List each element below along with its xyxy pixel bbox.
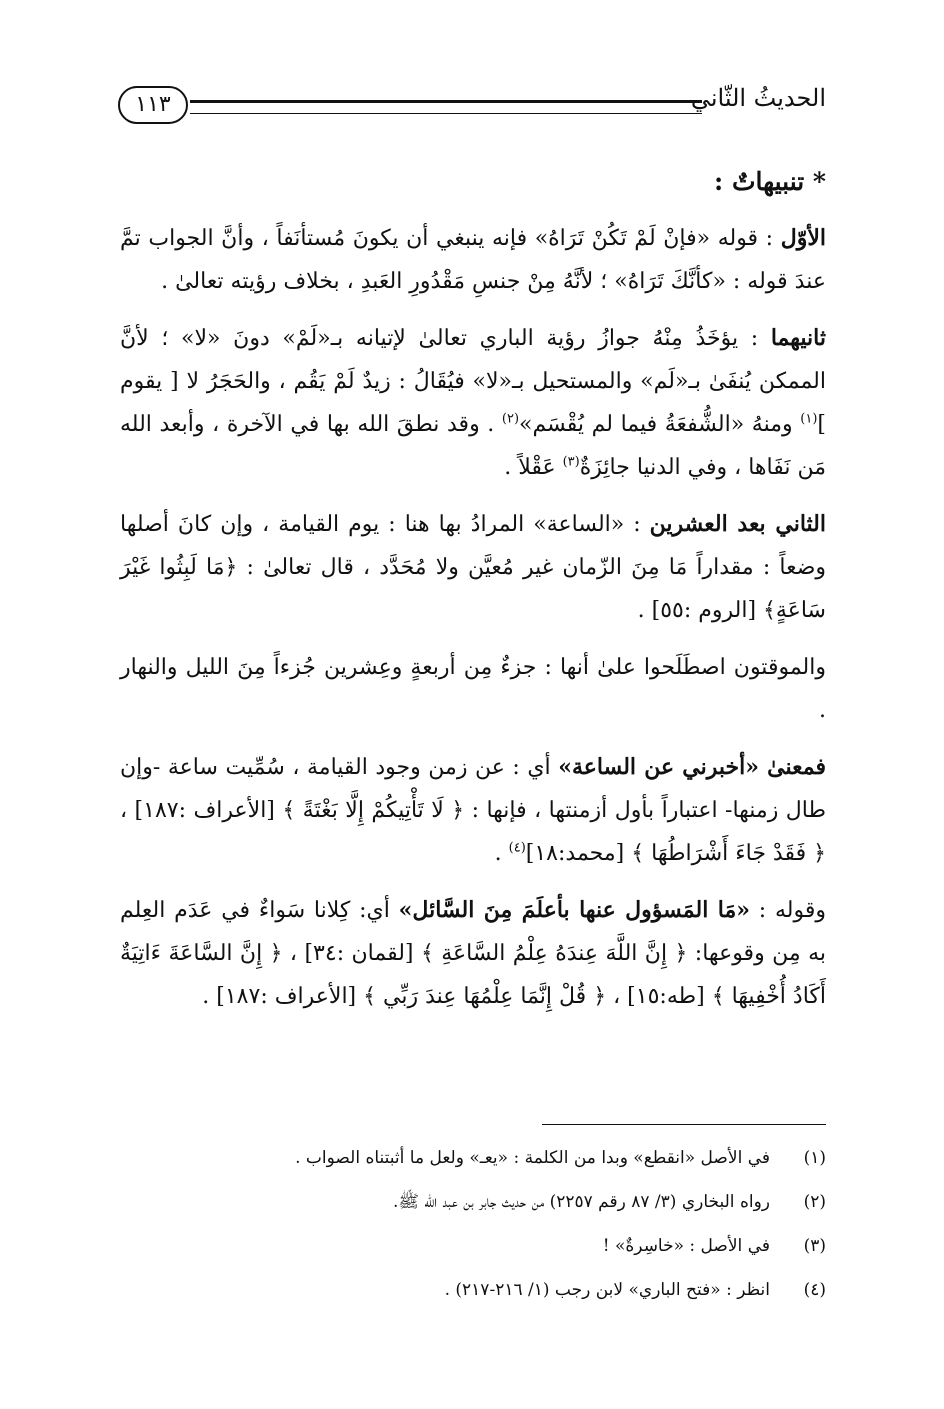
footnote-text: رواه البخاري (٣/ ٨٧ رقم ٢٢٥٧) من حديث جابر بن عبد الله ﷺ.: [393, 1192, 770, 1212]
paragraph-lead: الثاني بعد العشرين: [649, 511, 826, 537]
header-rule: [190, 100, 702, 114]
paragraph-twenty-second: [120, 503, 826, 632]
footnote-separator: [542, 1124, 826, 1125]
page-number: ١١٣: [118, 86, 188, 124]
footnote-ref-4[interactable]: (٤): [508, 840, 526, 856]
footnote: [160, 1180, 826, 1224]
footnote-number: (٢): [803, 1192, 826, 1212]
paragraph-text: : يؤخَذُ مِنْهُ جوازُ رؤية الباري تعالىٰ لإتيانه بـ«لَمْ» دونَ «لا» ؛ لأنَّ الممكن يُنفَىٰ بـ«لَم» والمستحيل بـ«لا» فيُقَالُ : زيدٌ لَمْ يَقُم ، والحَجَرُ لا [ يقوم ]: [120, 326, 826, 437]
hadith-quote: «مَا المَسؤول عنها بأعلَمَ مِنَ السَّائل»: [398, 897, 750, 923]
footnote: [160, 1268, 826, 1312]
paragraph-text: : «الساعة» المرادُ بها هنا : يوم القيامة ، وإن كانَ أصلها وضعاً : مقداراً مَا مِنَ الزّمان غير مُعيَّن ولا مُحَدَّد ، قال تعالىٰ : ﴿مَا لَبِثُوا غَيْرَ سَاعَةٍ﴾ [الروم :٥٥] .: [120, 512, 826, 623]
paragraph-first: [120, 217, 826, 303]
footnote-ref-1[interactable]: (١): [800, 411, 818, 427]
paragraph-text: : قوله «فإنْ لَمْ تَكُنْ تَرَاهُ» فإنه ينبغي أن يكونَ مُستأنَفاً ، وأنَّ الجواب تمَّ عندَ قوله : «كأنَّكَ تَرَاهُ» ؛ لأنَّهُ مِنْ جنسِ مَقْدُورِ العَبدِ ، بخلاف رؤيته تعالىٰ .: [120, 226, 826, 294]
paragraph-lead: فمعنىٰ «أخبرني عن الساعة»: [558, 754, 826, 780]
paragraph-timekeepers: والموقتون اصطَلَحوا علىٰ أنها : جزءٌ مِن أربعةٍ وعِشرين جُزءاً مِنَ الليل والنهار .: [120, 655, 826, 723]
footnotes: [160, 1136, 826, 1312]
paragraph-text: . وقد نطقَ الله بها في الآخرة ، وأبعد الله مَن نَفَاها ، وفي الدنيا جائِزَةٌ: [120, 412, 826, 480]
footnote-text: في الأصل «انقطع» وبدا من الكلمة : «يعـ» ولعل ما أثبتناه الصواب .: [295, 1148, 770, 1168]
footnote-ref-2[interactable]: (٢): [501, 411, 520, 427]
footnote: [160, 1136, 826, 1180]
paragraph-second: [120, 317, 826, 489]
main-text: [120, 160, 826, 1032]
paragraph-text: ومنهُ «الشُّفعَةُ فيما لم يُقْسَم»: [519, 412, 801, 437]
paragraph-lead: الأوّل: [780, 225, 826, 251]
section-heading: * تنبيهاتٌ :: [714, 167, 826, 196]
paragraph-meaning: [120, 746, 826, 875]
footnote-number: (١): [803, 1148, 826, 1168]
paragraph-questioned: [120, 889, 826, 1018]
paragraph-text: عَقْلاً .: [504, 455, 563, 480]
paragraph-text: أي : عن زمن وجود القيامة ، سُمِّيت ساعة -وإن طال زمنها- اعتباراً بأول أزمنتها ، فإنها : ﴿ لَا تَأْتِيكُمْ إِلَّا بَغْتَةً ﴾ [الأعراف :١٨٧] ، ﴿ فَقَدْ جَاءَ أَشْرَاطُهَا ﴾ [محمد:١٨]: [120, 755, 826, 866]
footnote-text: في الأصل : «خاسِرةٌ» !: [602, 1236, 770, 1256]
paragraph-lead: وقوله :: [750, 898, 826, 923]
footnote-ref-3[interactable]: (٣): [562, 454, 580, 470]
paragraph-text: أي: كِلانا سَواءٌ في عَدَم العِلم به مِن وقوعها: ﴿ إِنَّ اللَّهَ عِندَهُ عِلْمُ السَّاعَةِ ﴾ [لقمان :٣٤] ، ﴿ إِنَّ السَّاعَةَ ءَاتِيَةٌ أَكَادُ أُخْفِيهَا ﴾ [طه:١٥] ، ﴿ قُلْ إِنَّمَا عِلْمُهَا عِندَ رَبِّي ﴾ [الأعراف :١٨٧] .: [120, 898, 826, 1009]
paragraph-text: .: [494, 841, 509, 866]
footnote-number: (٣): [803, 1236, 826, 1256]
footnote-text: انظر : «فتح الباري» لابن رجب (١/ ٢١٦-٢١٧) .: [444, 1280, 770, 1300]
running-title: الحديثُ الثّاني: [690, 84, 826, 112]
paragraph-lead: ثانيهما: [770, 325, 826, 351]
footnote: [160, 1224, 826, 1268]
footnote-number: (٤): [803, 1280, 826, 1300]
